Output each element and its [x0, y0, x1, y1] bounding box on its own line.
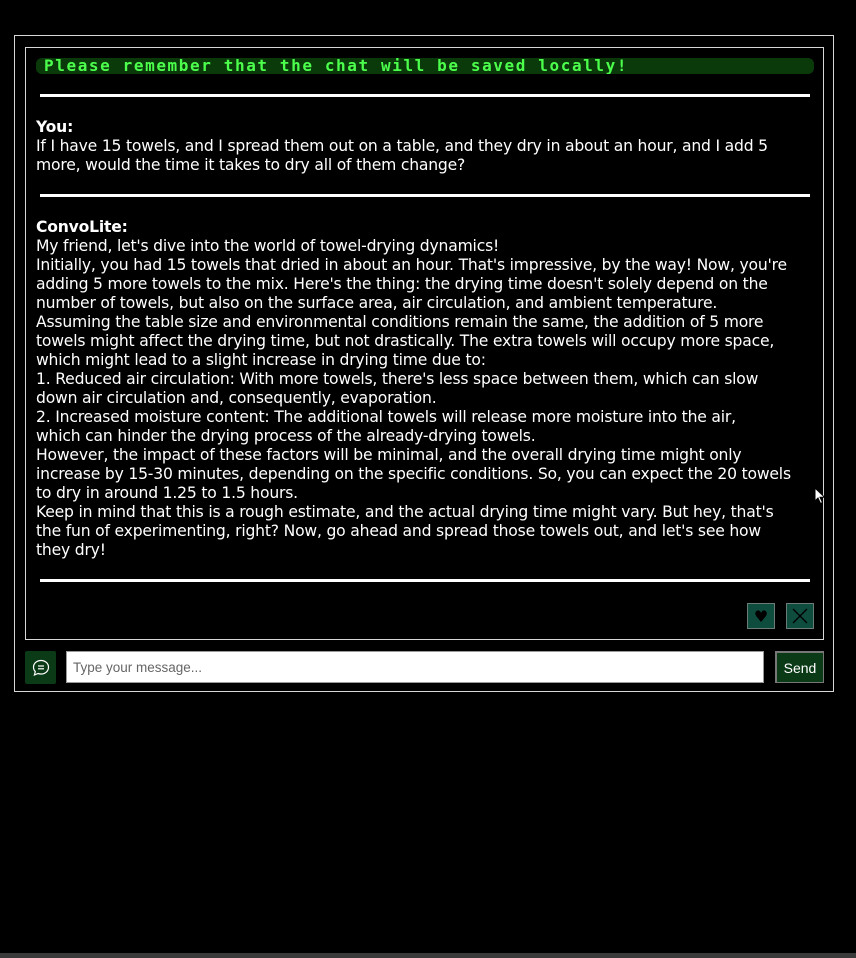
divider — [40, 94, 810, 97]
close-icon — [791, 607, 809, 625]
message-sender: ConvoLite: — [36, 218, 128, 236]
message-line: adding 5 more towels to the mix. Here's the thing: the drying time doesn't solely depend on the — [36, 275, 768, 293]
message-line: more, would the time it takes to dry all of them change? — [36, 156, 466, 174]
message-line: towels might affect the drying time, but not drastically. The extra towels will occupy more space, — [36, 332, 775, 350]
message-sender: You: — [36, 118, 74, 136]
divider — [40, 579, 810, 582]
divider — [40, 194, 810, 197]
message-assistant — [36, 218, 816, 560]
message-line: 1. Reduced air circulation: With more towels, there's less space between them, which can slow — [36, 370, 759, 388]
message-line: the fun of experimenting, right? Now, go ahead and spread those towels out, and let's see how — [36, 522, 761, 540]
message-line: However, the impact of these factors will be minimal, and the overall drying time might only — [36, 446, 742, 464]
message-line: which can hinder the drying process of the already-drying towels. — [36, 427, 536, 445]
message-line: number of towels, but also on the surface area, air circulation, and ambient temperature. — [36, 294, 718, 312]
message-line: down air circulation and, consequently, evaporation. — [36, 389, 437, 407]
chat-log — [25, 47, 824, 640]
message-line: My friend, let's dive into the world of towel-drying dynamics! — [36, 237, 500, 255]
chat-window — [14, 35, 834, 692]
chat-bubble-icon — [31, 658, 51, 678]
bottom-scrollbar — [0, 953, 856, 958]
chat-mode-button[interactable] — [25, 651, 56, 684]
message-line: Initially, you had 15 towels that dried in about an hour. That's impressive, by the way! Now, you're — [36, 256, 787, 274]
message-line: to dry in around 1.25 to 1.5 hours. — [36, 484, 298, 502]
message-line: If I have 15 towels, and I spread them out on a table, and they dry in about an hour, and I add 5 — [36, 137, 768, 155]
send-button[interactable]: Send — [775, 651, 824, 683]
message-input[interactable] — [66, 651, 764, 683]
like-button[interactable] — [747, 603, 775, 629]
clear-chat-button[interactable] — [786, 603, 814, 629]
mouse-pointer-icon — [814, 487, 826, 505]
save-notice: Please remember that the chat will be saved locally! — [36, 58, 814, 74]
message-line: 2. Increased moisture content: The additional towels will release more moisture into the air, — [36, 408, 736, 426]
message-line: they dry! — [36, 541, 106, 559]
message-line: which might lead to a slight increase in drying time due to: — [36, 351, 486, 369]
message-line: Keep in mind that this is a rough estimate, and the actual drying time might vary. But hey, that's — [36, 503, 774, 521]
message-line: Assuming the table size and environmental conditions remain the same, the addition of 5 more — [36, 313, 764, 331]
message-line: increase by 15-30 minutes, depending on the specific conditions. So, you can expect the 20 towels — [36, 465, 791, 483]
message-user — [36, 118, 816, 175]
heart-icon: ♥ — [753, 606, 769, 626]
